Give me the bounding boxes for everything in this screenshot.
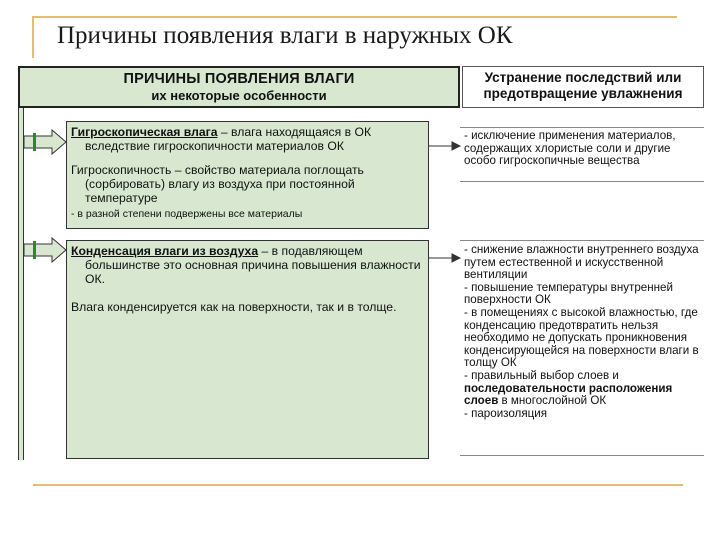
arrow-to-hygroscopic <box>24 130 66 154</box>
remedies-header-line1: Устранение последствий или <box>484 70 682 85</box>
bottom-rule <box>33 484 683 486</box>
condensation-definition-text: – в подавляющем большинстве это основная причина повышения влажности ОК. <box>85 244 421 286</box>
cause-box-condensation <box>66 240 429 459</box>
remedies-2-bottom-rule <box>460 455 704 456</box>
causes-header-subtitle: их некоторые особенности <box>151 88 327 103</box>
remedy-high-humidity: - в помещениях с высокой влажностью, где конденсацию предотвратить нельзя необходимо не допускать проникновения конденсирующейся на поверхности влаги в толщу ОК <box>464 305 699 370</box>
remedy-surface-temperature: - повышение температуры внутренней поверхности ОК <box>464 280 673 307</box>
arrow-to-remedies-2 <box>429 254 460 262</box>
remedies-1-bottom-rule <box>460 181 704 182</box>
cause-box-hygroscopic <box>66 121 429 229</box>
remedy-layer-order-plain: - правильный выбор слоев и <box>464 368 619 382</box>
remedy-ventilation: - снижение влажности внутреннего воздуха путем естественной и искусственной вентиляции <box>464 243 699 282</box>
remedies-1-top-rule <box>460 127 704 128</box>
causes-header-title: ПРИЧИНЫ ПОЯВЛЕНИЯ ВЛАГИ <box>123 71 355 87</box>
slide-title: Причины появления влаги в наружных ОК <box>57 22 513 49</box>
remedy-layer-order-bold: последовательности расположения слоев <box>464 381 673 408</box>
remedies-1-text: - исключение применения материалов, содержащих хлористые соли и другие особо гигроскопичные вещества <box>464 129 676 168</box>
remedy-vapor-barrier: - пароизоляция <box>464 406 547 420</box>
hygroscopicity-note: Гигроскопичность – свойство материала поглощать (сорбировать) влагу из воздуха при постоянной температуре <box>71 163 364 205</box>
condensation-note: Влага конденсируется как на поверхности, так и в толще. <box>71 300 397 314</box>
condensation-definition <box>71 244 425 286</box>
remedies-header-line2: предотвращение увлажнения <box>483 86 683 101</box>
hygroscopic-term: Гигроскопическая влага <box>71 125 218 139</box>
arrow-to-condensation <box>24 238 66 262</box>
remedy-layer-order-tail: в многослойной ОК <box>498 394 607 408</box>
hygroscopic-definition-text: – влага находящаяся в ОК вследствие гигроскопичности материалов ОК <box>85 125 372 153</box>
hygroscopic-definition <box>71 125 425 153</box>
condensation-term: Конденсация влаги из воздуха <box>71 244 259 258</box>
arrow-stripe-1 <box>33 133 36 151</box>
remedies-2-top-rule <box>460 240 704 241</box>
remedy-layer-order <box>464 370 704 408</box>
arrow-to-remedies-1 <box>429 142 460 150</box>
remedies-2-list <box>464 244 704 420</box>
arrow-stripe-2 <box>33 241 36 259</box>
hygroscopic-small-note: - в разной степени подвержены все материалы <box>71 208 303 220</box>
